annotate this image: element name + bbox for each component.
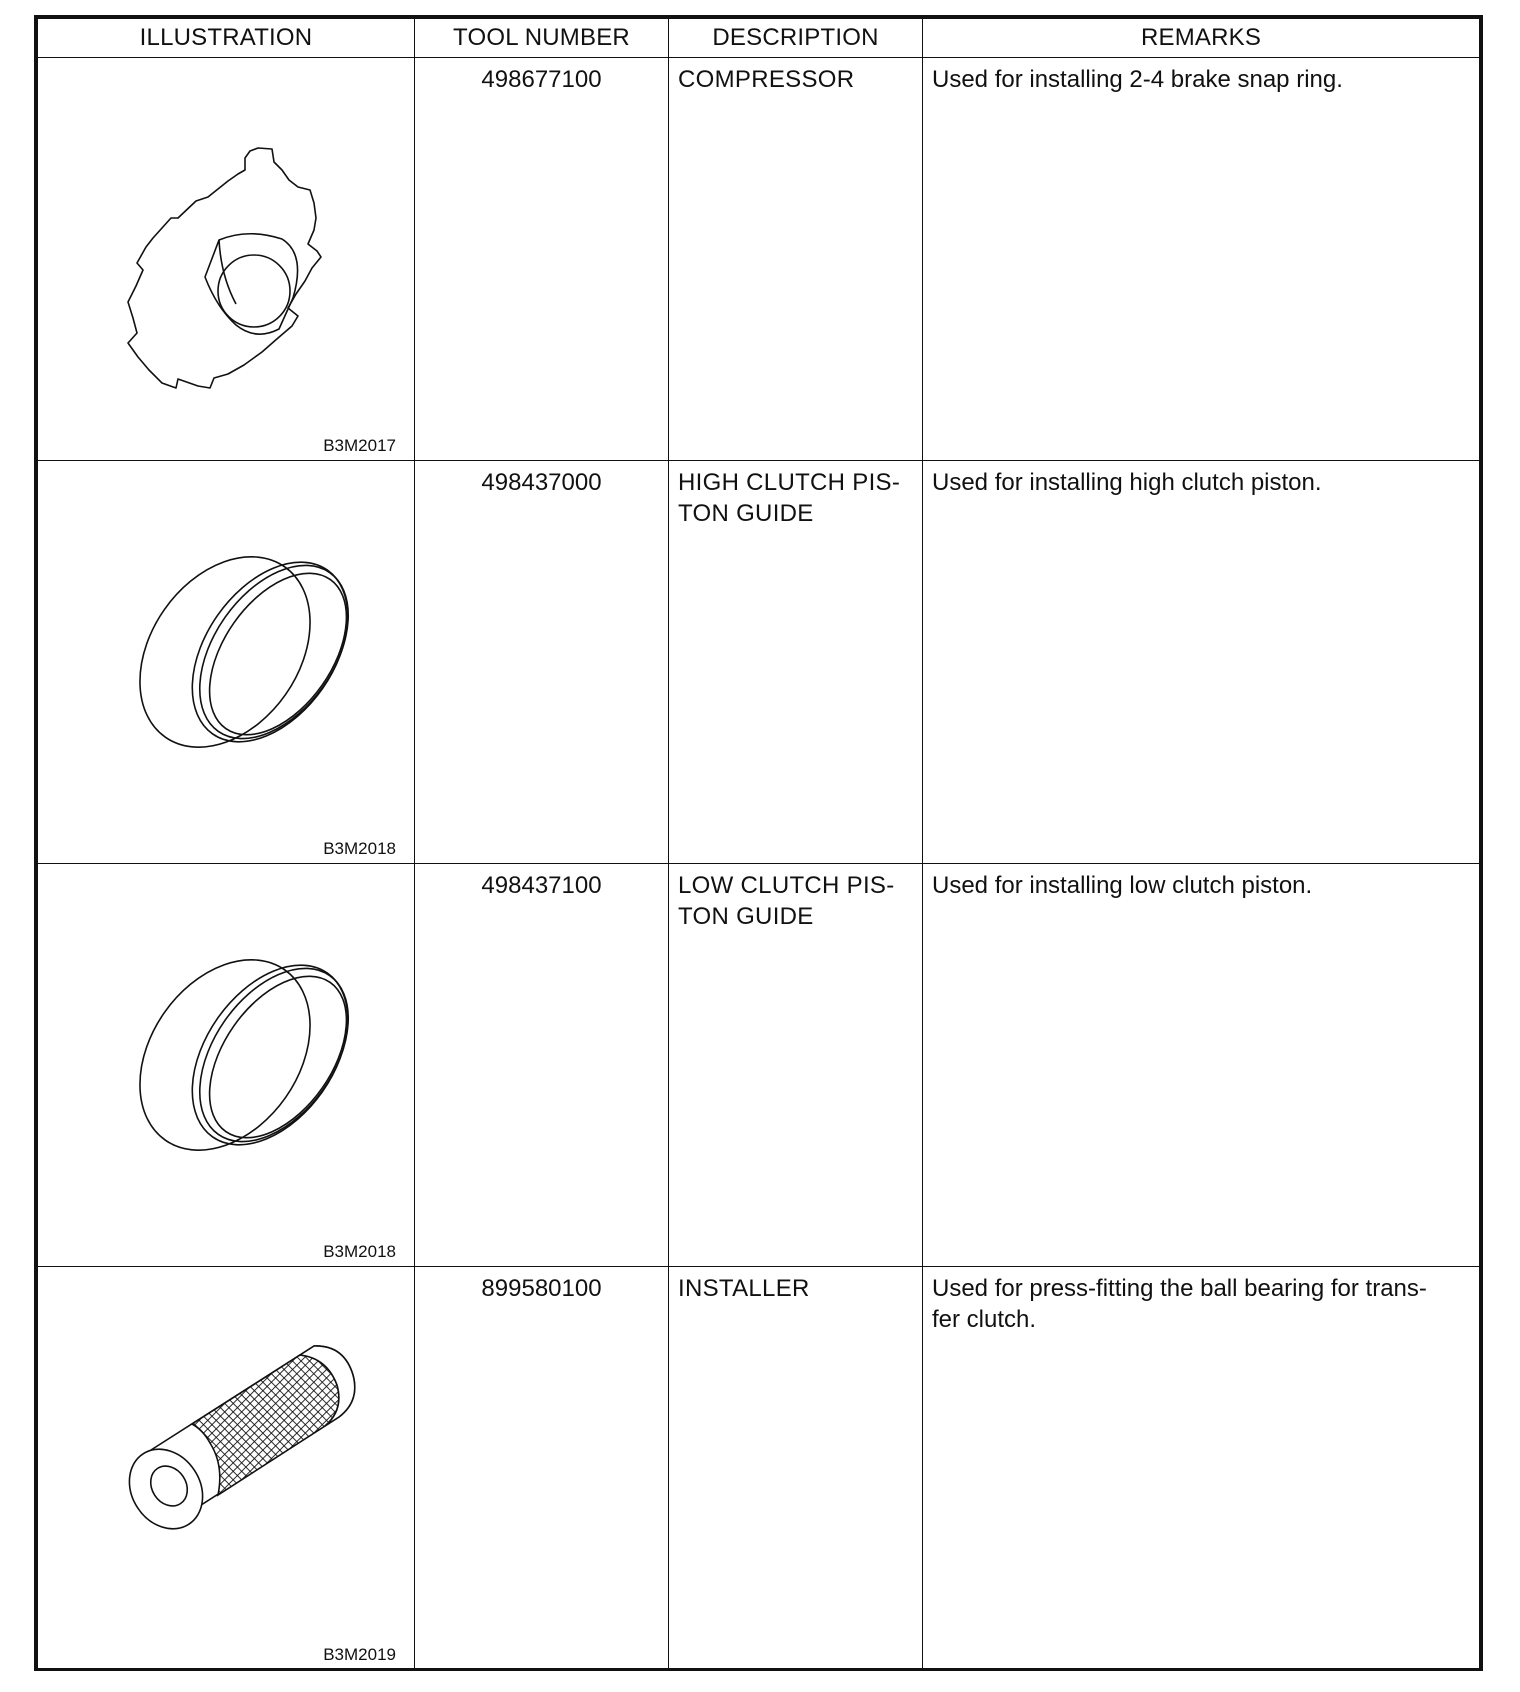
tool-number-cell: 498437000 [415,461,669,864]
header-row [38,19,1480,58]
description-cell: LOW CLUTCH PIS- TON GUIDE [669,864,923,1267]
header-illustration: ILLUSTRATION [38,19,415,58]
compressor-illustration [38,58,415,461]
remarks-cell: Used for press-fitting the ball bearing for trans- fer clutch. [923,1267,1480,1670]
table-row [38,461,1480,864]
low-clutch-piston-guide-illustration [38,864,415,1267]
special-tools-table [34,15,1483,1671]
figure-code: B3M2017 [323,436,396,455]
figure-code: B3M2018 [323,839,396,858]
installer-illustration [38,1267,415,1670]
illustration-cell [38,864,415,1267]
figure-code: B3M2019 [323,1645,396,1664]
figure-code: B3M2018 [323,1242,396,1261]
table-row [38,1267,1480,1670]
high-clutch-piston-guide-illustration [38,461,415,864]
header-tool-number: TOOL NUMBER [415,19,669,58]
illustration-cell [38,461,415,864]
remarks-cell: Used for installing low clutch piston. [923,864,1480,1267]
header-remarks: REMARKS [923,19,1480,58]
description-cell: INSTALLER [669,1267,923,1670]
tool-number-cell: 899580100 [415,1267,669,1670]
table-row [38,864,1480,1267]
tool-number-cell: 498677100 [415,58,669,461]
illustration-cell [38,1267,415,1670]
table-row [38,58,1480,461]
illustration-cell [38,58,415,461]
remarks-cell: Used for installing high clutch piston. [923,461,1480,864]
tool-number-cell: 498437100 [415,864,669,1267]
header-description: DESCRIPTION [669,19,923,58]
description-cell: HIGH CLUTCH PIS- TON GUIDE [669,461,923,864]
remarks-cell: Used for installing 2-4 brake snap ring. [923,58,1480,461]
description-cell: COMPRESSOR [669,58,923,461]
